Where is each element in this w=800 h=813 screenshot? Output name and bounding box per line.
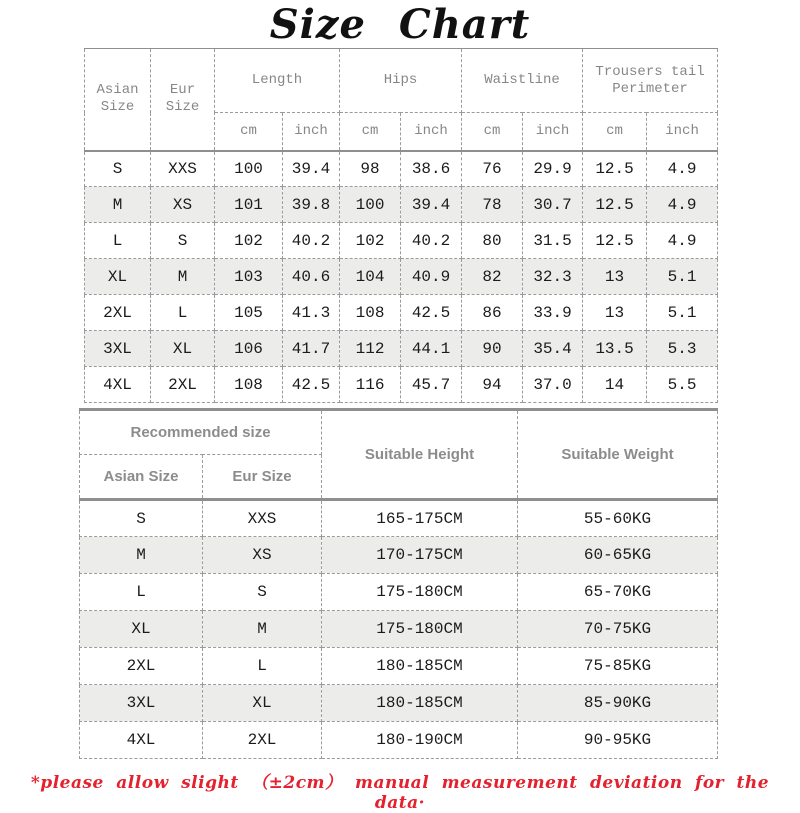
rec-table-cell: 90-95KG [518, 722, 718, 759]
size-table-cell: 5.5 [647, 367, 718, 403]
rec-table-cell: XL [80, 611, 203, 648]
rec-table-cell: L [203, 648, 322, 685]
size-table-cell: 12.5 [583, 223, 647, 259]
size-table-cell: 2XL [85, 295, 151, 331]
rec-table-cell: 2XL [80, 648, 203, 685]
size-table-cell: 103 [215, 259, 283, 295]
size-table-cell: 37.0 [523, 367, 583, 403]
size-table-cell: 100 [340, 187, 401, 223]
rec-table-cell: 60-65KG [518, 537, 718, 574]
rec-table-row [80, 500, 718, 537]
rec-table-cell: 175-180CM [322, 611, 518, 648]
size-table-row [85, 295, 718, 331]
size-table-row [85, 187, 718, 223]
rec-table-row [80, 685, 718, 722]
size-table-cell: 13.5 [583, 331, 647, 367]
rec-table-cell: M [80, 537, 203, 574]
size-table-cell: 13 [583, 295, 647, 331]
unit-inch: inch [283, 113, 340, 151]
header-eur-size: Eur Size [151, 49, 215, 151]
size-table-row [85, 259, 718, 295]
size-table-cell: 40.6 [283, 259, 340, 295]
rec-table-cell: 55-60KG [518, 500, 718, 537]
size-table-cell: 12.5 [583, 187, 647, 223]
rec-table-row [80, 648, 718, 685]
rec-table-cell: 175-180CM [322, 574, 518, 611]
size-table-cell: 4.9 [647, 151, 718, 187]
size-table-cell: 29.9 [523, 151, 583, 187]
size-table-cell: 90 [462, 331, 523, 367]
rec-table-cell: XL [203, 685, 322, 722]
size-table-header-row [85, 49, 718, 113]
rec-table-cell: 4XL [80, 722, 203, 759]
unit-cm: cm [215, 113, 283, 151]
header-asian-size: Asian Size [80, 455, 203, 500]
size-table-cell: 3XL [85, 331, 151, 367]
size-table-cell: 101 [215, 187, 283, 223]
size-table-cell: 98 [340, 151, 401, 187]
rec-table-header-row [80, 410, 718, 455]
size-table-cell: 116 [340, 367, 401, 403]
size-table-cell: 42.5 [401, 295, 462, 331]
size-table-cell: 4.9 [647, 223, 718, 259]
size-table-cell: 39.4 [283, 151, 340, 187]
size-table-cell: 100 [215, 151, 283, 187]
size-table-cell: 112 [340, 331, 401, 367]
size-table-cell: 102 [340, 223, 401, 259]
rec-table-row [80, 537, 718, 574]
size-table-cell: XL [151, 331, 215, 367]
rec-table-cell: 180-190CM [322, 722, 518, 759]
rec-table-cell: L [80, 574, 203, 611]
size-table-cell: 39.4 [401, 187, 462, 223]
unit-inch: inch [647, 113, 718, 151]
size-table-cell: 30.7 [523, 187, 583, 223]
size-table-cell: 5.3 [647, 331, 718, 367]
size-table-cell: 105 [215, 295, 283, 331]
size-table-cell: 86 [462, 295, 523, 331]
size-table-cell: 80 [462, 223, 523, 259]
size-table-cell: 31.5 [523, 223, 583, 259]
rec-table-cell: 180-185CM [322, 648, 518, 685]
size-chart-table [84, 48, 718, 403]
rec-table-cell: 3XL [80, 685, 203, 722]
size-table-row [85, 151, 718, 187]
size-table-cell: 32.3 [523, 259, 583, 295]
header-suitable-weight: Suitable Weight [518, 410, 718, 500]
size-table-cell: 4.9 [647, 187, 718, 223]
header-eur-size: Eur Size [203, 455, 322, 500]
size-table-cell: 40.2 [401, 223, 462, 259]
rec-table-row [80, 722, 718, 759]
size-table-row [85, 223, 718, 259]
size-table-cell: 78 [462, 187, 523, 223]
size-table-cell: 104 [340, 259, 401, 295]
size-table-cell: 108 [340, 295, 401, 331]
size-table-cell: 12.5 [583, 151, 647, 187]
size-table-cell: 40.2 [283, 223, 340, 259]
rec-table-cell: 180-185CM [322, 685, 518, 722]
rec-table-cell: 75-85KG [518, 648, 718, 685]
unit-cm: cm [340, 113, 401, 151]
size-table-row [85, 367, 718, 403]
size-table-cell: 33.9 [523, 295, 583, 331]
size-table-cell: XL [85, 259, 151, 295]
rec-table-cell: XXS [203, 500, 322, 537]
size-table-cell: 40.9 [401, 259, 462, 295]
size-table-cell: 38.6 [401, 151, 462, 187]
size-table-cell: 41.7 [283, 331, 340, 367]
header-suitable-height: Suitable Height [322, 410, 518, 500]
size-table-cell: 76 [462, 151, 523, 187]
size-table-cell: 94 [462, 367, 523, 403]
size-table-cell: 2XL [151, 367, 215, 403]
rec-table-cell: M [203, 611, 322, 648]
header-hips: Hips [340, 49, 462, 113]
size-table-row [85, 331, 718, 367]
rec-table-cell: 70-75KG [518, 611, 718, 648]
size-table-cell: 42.5 [283, 367, 340, 403]
rec-table-cell: 65-70KG [518, 574, 718, 611]
rec-table-cell: 85-90KG [518, 685, 718, 722]
page-title: Size Chart [269, 1, 531, 48]
unit-cm: cm [462, 113, 523, 151]
rec-table-cell: 170-175CM [322, 537, 518, 574]
size-table-cell: XXS [151, 151, 215, 187]
rec-table-row [80, 611, 718, 648]
rec-table-cell: S [80, 500, 203, 537]
header-trousers-tail-perimeter: Trousers tail Perimeter [583, 49, 718, 113]
recommended-size-table [79, 408, 718, 759]
size-table-cell: S [85, 151, 151, 187]
rec-table-cell: XS [203, 537, 322, 574]
measurement-note: *please allow slight （±2cm） manual measurement deviation for the data· [30, 773, 770, 813]
rec-table-cell: S [203, 574, 322, 611]
header-waistline: Waistline [462, 49, 583, 113]
size-table-cell: 108 [215, 367, 283, 403]
size-table-cell: L [85, 223, 151, 259]
rec-table-cell: 165-175CM [322, 500, 518, 537]
size-table-cell: M [85, 187, 151, 223]
unit-inch: inch [401, 113, 462, 151]
rec-table-row [80, 574, 718, 611]
size-table-cell: 14 [583, 367, 647, 403]
size-table-cell: 106 [215, 331, 283, 367]
size-table-cell: 4XL [85, 367, 151, 403]
size-table-cell: 13 [583, 259, 647, 295]
unit-cm: cm [583, 113, 647, 151]
header-length: Length [215, 49, 340, 113]
size-table-cell: 39.8 [283, 187, 340, 223]
size-table-cell: M [151, 259, 215, 295]
size-table-cell: L [151, 295, 215, 331]
unit-inch: inch [523, 113, 583, 151]
size-table-cell: S [151, 223, 215, 259]
size-table-cell: 45.7 [401, 367, 462, 403]
size-table-cell: 102 [215, 223, 283, 259]
size-table-cell: 82 [462, 259, 523, 295]
size-table-cell: 5.1 [647, 259, 718, 295]
size-table-cell: 5.1 [647, 295, 718, 331]
header-asian-size: Asian Size [85, 49, 151, 151]
size-table-cell: XS [151, 187, 215, 223]
size-table-cell: 44.1 [401, 331, 462, 367]
header-recommended-size: Recommended size [80, 410, 322, 455]
size-table-cell: 41.3 [283, 295, 340, 331]
rec-table-cell: 2XL [203, 722, 322, 759]
size-table-cell: 35.4 [523, 331, 583, 367]
